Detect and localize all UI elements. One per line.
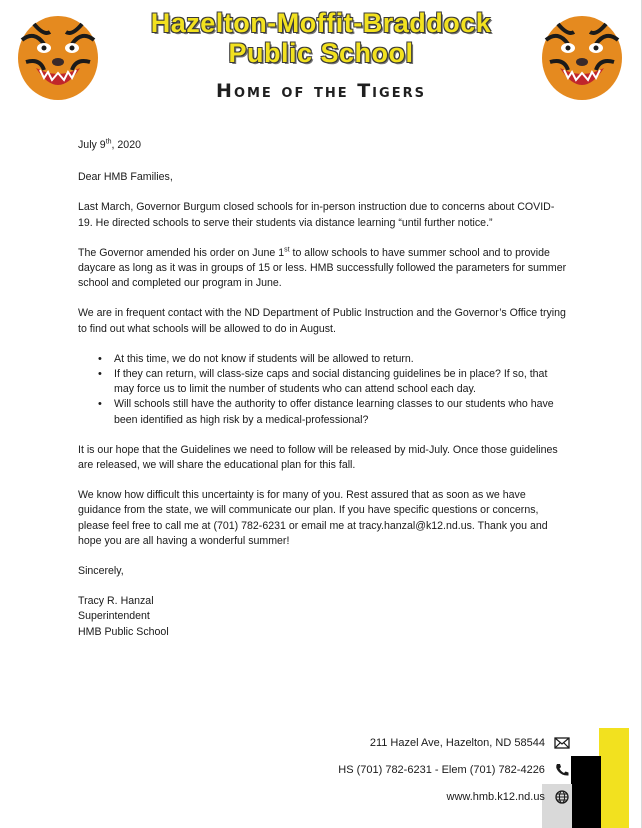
paragraph-2 — [78, 246, 568, 292]
footer-yellow-block — [599, 728, 629, 828]
list-item: • Will schools still have the authority to offer distance learning classes to our students who have been identified as high risk by a medical-professional? — [114, 397, 568, 427]
tiger-logo-left — [14, 10, 102, 102]
letter-body — [78, 138, 568, 640]
phone-icon — [554, 763, 570, 777]
signature-block — [78, 594, 568, 640]
list-item: • If they can return, will class-size caps and social distancing guidelines be in place? If so, that may force us to limit the number of students who can attend school each day. — [114, 367, 568, 397]
website-link[interactable]: www.hmb.k12.nd.us — [446, 791, 545, 803]
list-item: • At this time, we do not know if students will be allowed to return. — [114, 352, 568, 367]
paragraph-3: We are in frequent contact with the ND Department of Public Instruction and the Governor’s Office trying to find out what schools will be allowed to do in August. — [78, 307, 566, 335]
paragraph-4: It is our hope that the Guidelines we need to follow will be released by mid-July. Once those guidelines are released, we will share the educational plan for this fall. — [78, 443, 558, 472]
signer-title: Superintendent — [78, 610, 150, 623]
date-ordinal: th — [105, 138, 112, 146]
date-text: July 9 — [78, 139, 106, 151]
date-year: , 2020 — [111, 139, 141, 151]
greeting: Dear HMB Families, — [78, 171, 173, 184]
envelope-icon — [554, 736, 570, 750]
school-name-line1: Hazelton-Moffit-Braddock — [150, 8, 492, 38]
paragraph-2-ordinal: st — [284, 246, 290, 254]
address-text: 211 Hazel Ave, Hazelton, ND 58544 — [369, 737, 545, 749]
globe-icon — [554, 790, 570, 804]
signer-organization: HMB Public School — [78, 625, 169, 638]
footer-address — [370, 736, 570, 750]
footer-phone — [338, 763, 570, 777]
paragraph-2-part-a: The Governor amended his order on June 1 — [78, 246, 285, 259]
phone-text: HS (701) 782-6231 - Elem (701) 782-4226 — [338, 764, 545, 776]
concerns-list — [78, 352, 568, 428]
signer-name: Tracy R. Hanzal — [78, 595, 154, 608]
paragraph-2-part-b: to allow schools to have summer school and to provide daycare as long as it was in groups of 15 or less. HMB successfully followed the parameters for summer school and completed our program in June. — [78, 246, 567, 290]
paragraph-5: We know how difficult this uncertainty is for many of you. Rest assured that as soon as we have guidance from the state, we will communicate our plan. If you have specific questions or concerns, please feel free to call me at (701) 782-6231 or email me at tracy.hanzal@k12.nd.us. Thank you and hope you are all having a wonderful summer! — [78, 489, 548, 547]
tiger-logo-right — [538, 10, 626, 102]
letter-date — [78, 138, 568, 153]
school-name — [120, 8, 522, 68]
footer-website — [447, 790, 571, 804]
footer-black-block — [571, 756, 601, 828]
paragraph-1: Last March, Governor Burgum closed schools for in-person instruction due to concerns about COVID-19. He directed schools to serve their students via distance learning “until further notice.” — [78, 201, 555, 229]
school-name-line2: Public School — [228, 38, 414, 68]
closing: Sincerely, — [78, 565, 124, 578]
school-tagline: Home of the Tigers — [216, 80, 426, 102]
